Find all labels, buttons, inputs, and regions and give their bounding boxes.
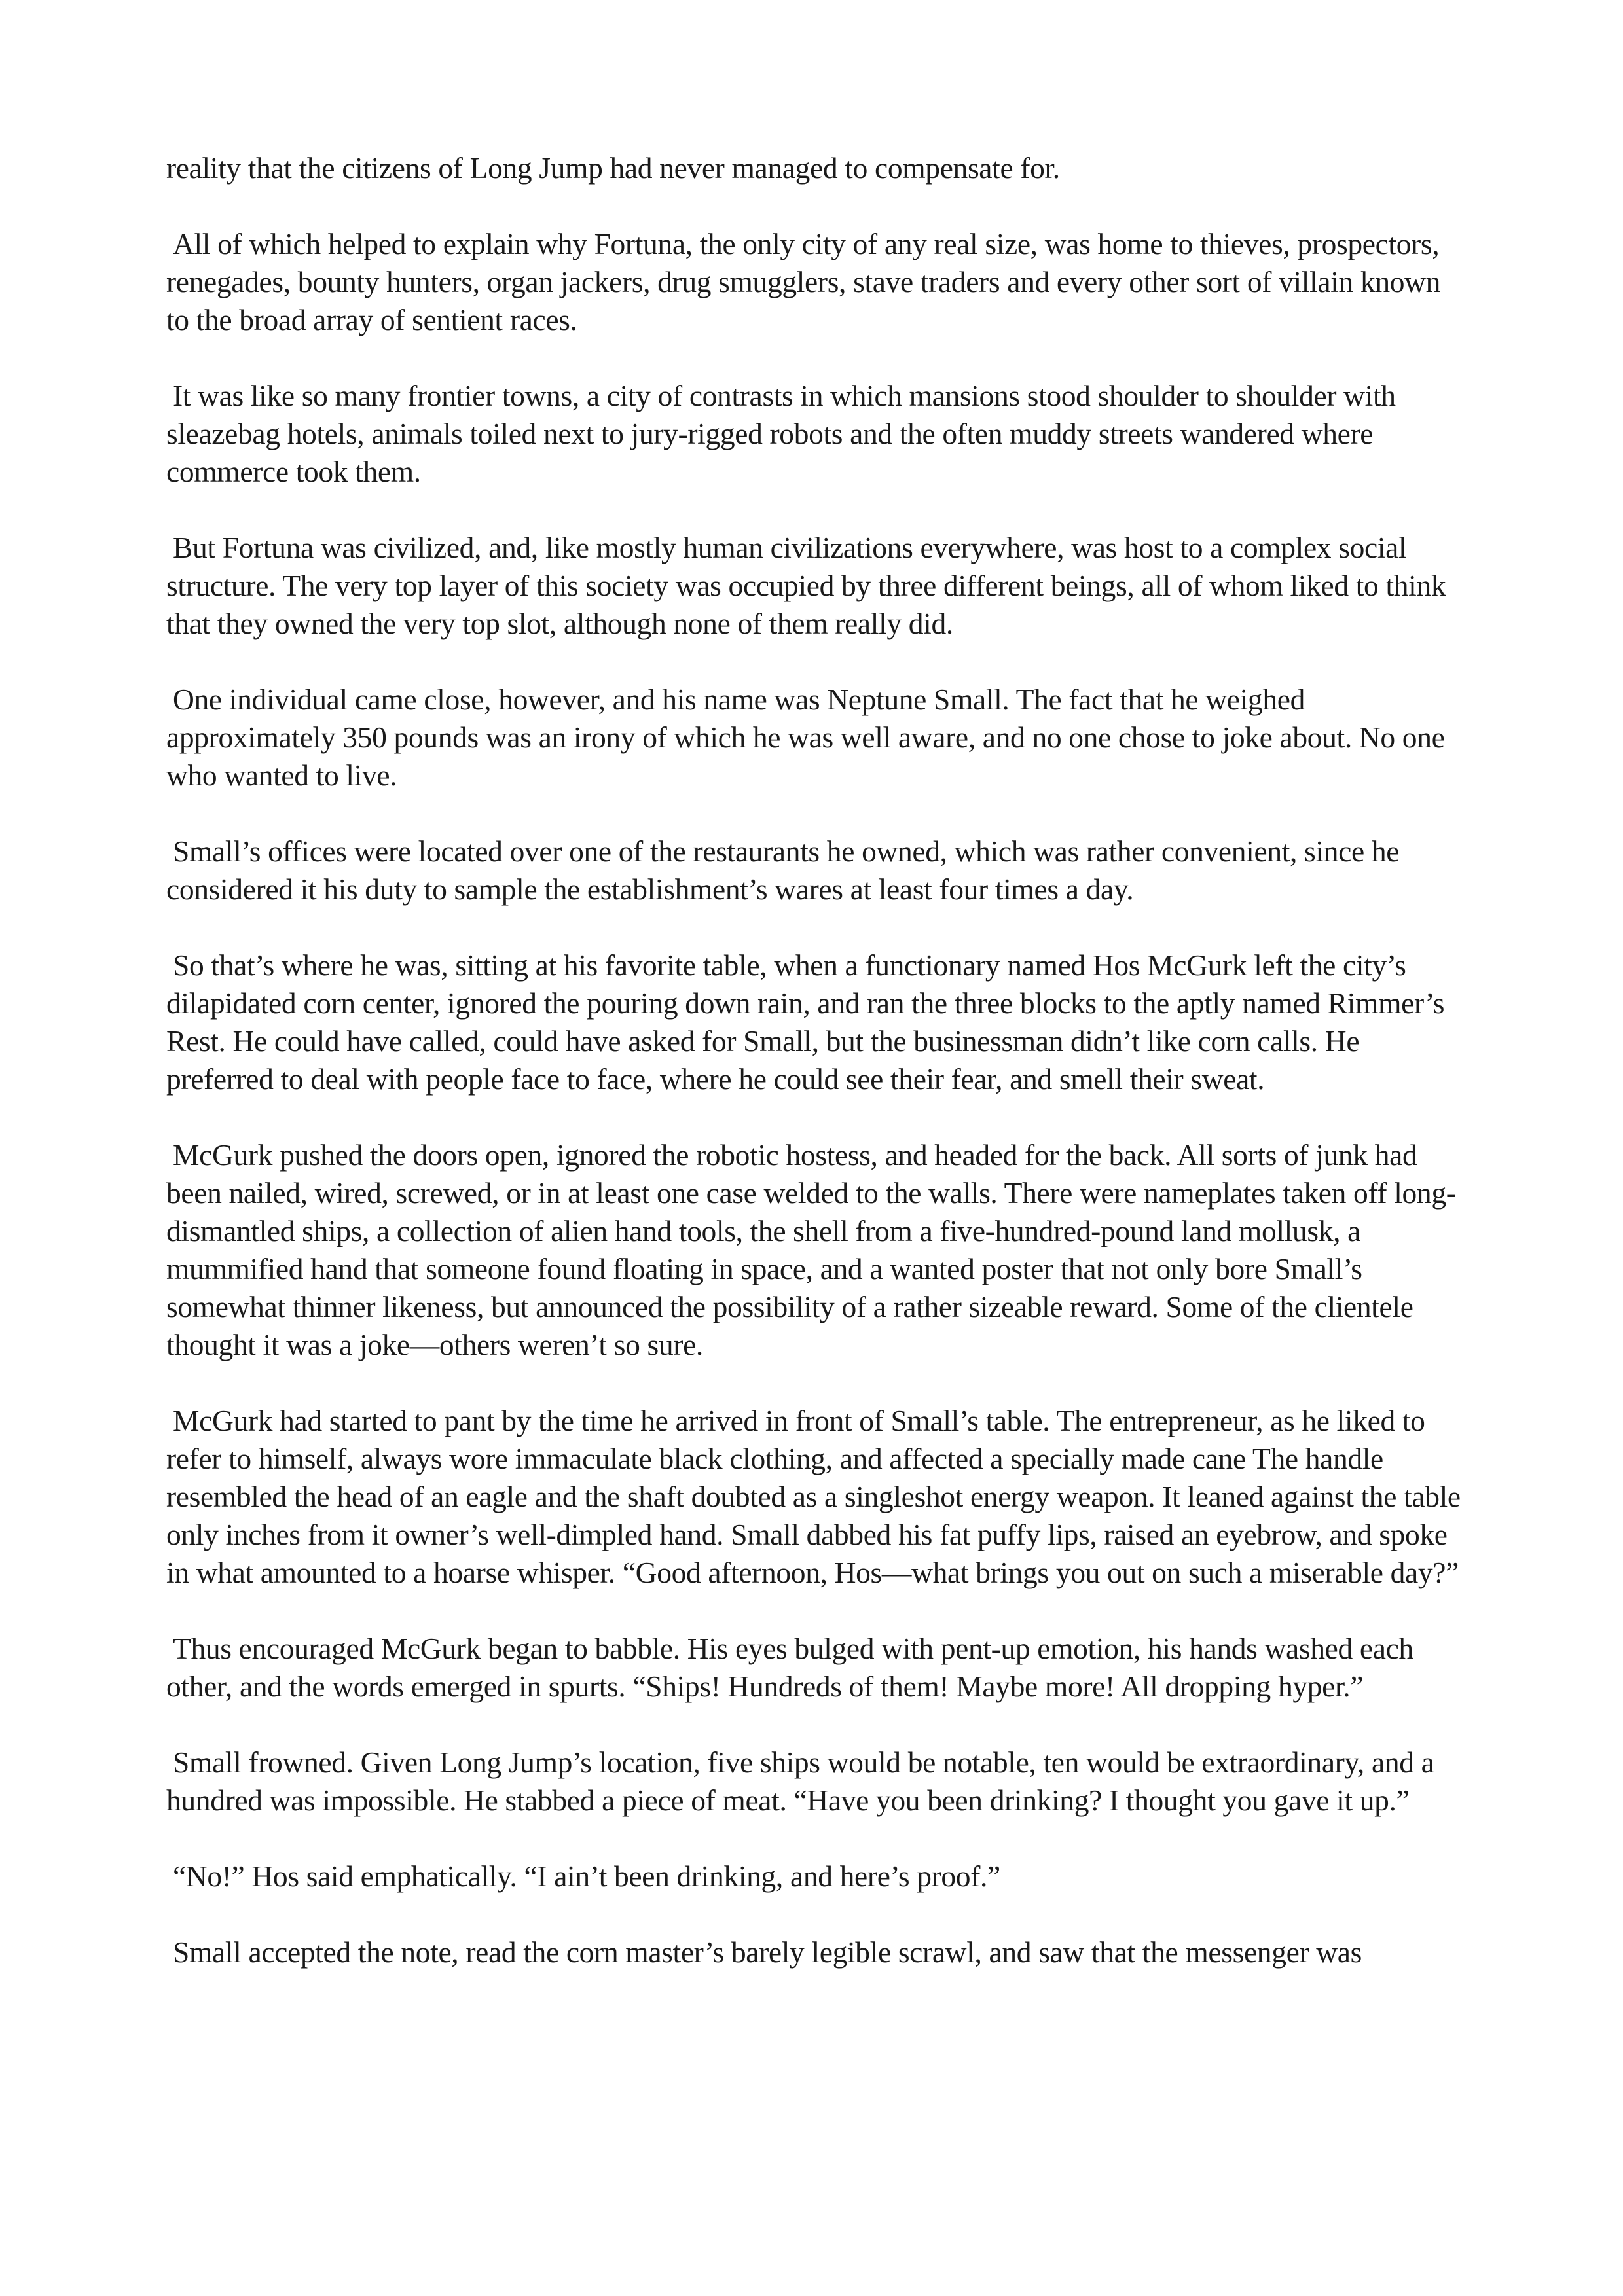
- paragraph-7: So that’s where he was, sitting at his favorite table, when a functionary named Hos McGurk left the city’s dilapidated corn center, ignored the pouring down rain, and ran the three blocks to the aptly named Rimmer’s Rest. He could have called, could have asked for Small, but the businessman didn’t like corn calls. He preferred to deal with people face to face, where he could see their fear, and smell their sweat.: [166, 948, 1445, 1096]
- paragraph-5: One individual came close, however, and his name was Neptune Small. The fact that he weighed approximately 350 pounds was an irony of which he was well aware, and no one chose to joke about. No one who wanted to live.: [166, 683, 1445, 792]
- paragraph-1: reality that the citizens of Long Jump had never managed to compensate for.: [166, 151, 1060, 185]
- paragraph-10: Thus encouraged McGurk began to babble. His eyes bulged with pent-up emotion, his hands washed each other, and the words emerged in spurts. “Ships! Hundreds of them! Maybe more! All dropping hyper.”: [166, 1632, 1413, 1703]
- paragraph-3: It was like so many frontier towns, a city of contrasts in which mansions stood shoulder to shoulder with sleazebag hotels, animals toiled next to jury-rigged robots and the often muddy streets wandered where commerce took them.: [166, 379, 1396, 488]
- paragraph-13: Small accepted the note, read the corn master’s barely legible scrawl, and saw that the messenger was: [173, 1935, 1362, 1969]
- paragraph-2: All of which helped to explain why Fortuna, the only city of any real size, was home to thieves, prospectors, renegades, bounty hunters, organ jackers, drug smugglers, stave traders and every other sort of villain known to the broad array of sentient races.: [166, 227, 1441, 336]
- document-page: [166, 149, 1469, 1971]
- paragraph-12: “No!” Hos said emphatically. “I ain’t been drinking, and here’s proof.”: [173, 1859, 1000, 1893]
- paragraph-8: McGurk pushed the doors open, ignored the robotic hostess, and headed for the back. All sorts of junk had been nailed, wired, screwed, or in at least one case welded to the walls. There were nameplates taken off long-dismantled ships, a collection of alien hand tools, the shell from a five-hundred-pound land mollusk, a mummified hand that someone found floating in space, and a wanted poster that not only bore Small’s somewhat thinner likeness, but announced the possibility of a rather sizeable reward. Some of the clientele thought it was a joke—others weren’t so sure.: [166, 1138, 1456, 1361]
- paragraph-11: Small frowned. Given Long Jump’s location, five ships would be notable, ten would be extraordinary, and a hundred was impossible. He stabbed a piece of meat. “Have you been drinking? I thought you gave it up.”: [166, 1746, 1434, 1817]
- paragraph-4: But Fortuna was civilized, and, like mostly human civilizations everywhere, was host to a complex social structure. The very top layer of this society was occupied by three different beings, all of whom liked to think that they owned the very top slot, although none of them really did.: [166, 531, 1446, 640]
- paragraph-6: Small’s offices were located over one of the restaurants he owned, which was rather convenient, since he considered it his duty to sample the establishment’s wares at least four times a day.: [166, 834, 1400, 906]
- paragraph-9: McGurk had started to pant by the time he arrived in front of Small’s table. The entrepreneur, as he liked to refer to himself, always wore immaculate black clothing, and affected a specially made cane The handle resembled the head of an eagle and the shaft doubted as a singleshot energy weapon. It leaned against the table only inches from it owner’s well-dimpled hand. Small dabbed his fat puffy lips, raised an eyebrow, and spoke in what amounted to a hoarse whisper. “Good afternoon, Hos—what brings you out on such a miserable day?”: [166, 1404, 1461, 1589]
